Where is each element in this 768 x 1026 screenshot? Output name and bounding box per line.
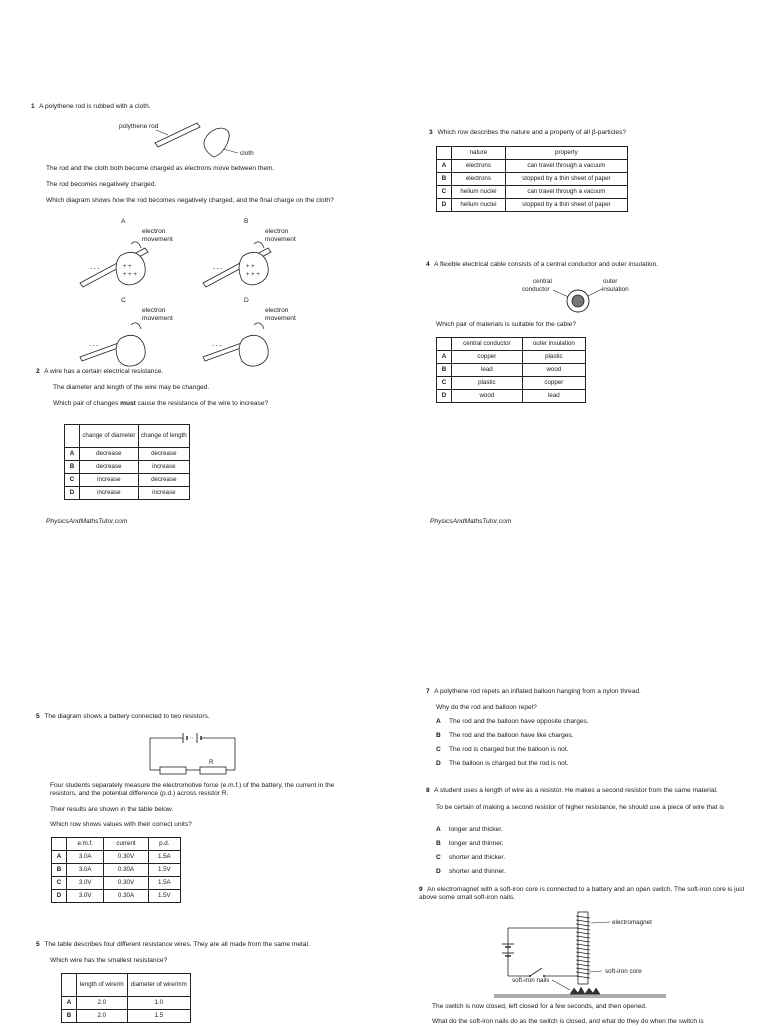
row-letter: D (65, 487, 80, 500)
row-letter: A (62, 997, 77, 1010)
question-number: 5 (36, 941, 40, 948)
option-text: longer and thinner. (449, 840, 504, 847)
row-letter: D (437, 390, 452, 403)
question-number: 3 (429, 129, 433, 136)
q8-stem (426, 787, 718, 795)
q1-question: Which diagram shows how the rod becomes negatively charged, and the final charge on the cloth? (46, 197, 334, 204)
table-cell: 0.30A (104, 864, 148, 877)
row-letter: A (437, 160, 452, 173)
column-header: central conductor (452, 338, 523, 351)
question-text: A wire has a certain electrical resistance. (44, 368, 164, 375)
table-cell: 2.0 (77, 997, 128, 1010)
row-letter: B (62, 1010, 77, 1023)
table-row[interactable] (65, 448, 190, 461)
question-number: 9 (419, 886, 423, 893)
svg-text:- - -: - - - (213, 266, 223, 272)
row-letter: B (437, 364, 452, 377)
q5-stem (36, 713, 210, 721)
table-row[interactable] (437, 351, 586, 364)
q7-question: Why do the rod and balloon repel? (436, 704, 537, 711)
outer-label-line1: outer (603, 278, 618, 285)
answer-option[interactable] (436, 826, 503, 834)
rod-cloth-d-icon (198, 317, 308, 372)
table-cell: increase (80, 487, 139, 500)
svg-text:- - -: - - - (89, 343, 99, 349)
q2-question (53, 400, 268, 408)
column-header: p.d. (148, 838, 180, 851)
question-text: The diagram shows a battery connected to two resistors. (44, 713, 210, 720)
q3-answer-table (436, 146, 628, 212)
option-letter: C (121, 297, 126, 304)
table-cell: decrease (138, 448, 189, 461)
table-cell: 1.5 (127, 1010, 190, 1023)
table-cell: 0.30A (104, 890, 148, 903)
answer-option[interactable] (436, 840, 504, 848)
question-text-part: cause the resistance of the wire to increase? (135, 400, 269, 407)
row-letter: B (65, 461, 80, 474)
option-letter: B (244, 218, 249, 225)
table-cell: wood (522, 364, 585, 377)
column-header: e.m.f. (67, 838, 104, 851)
column-header: nature (452, 147, 506, 160)
q3-stem (429, 129, 626, 137)
rod-cloth-c-icon (75, 317, 185, 372)
answer-option[interactable] (436, 854, 505, 862)
cable-cross-section-diagram (515, 274, 645, 319)
svg-text:- - -: - - - (212, 343, 222, 349)
q5-answer-table (51, 837, 181, 903)
q4-answer-table (436, 337, 586, 403)
svg-text:- - -: - - - (90, 266, 100, 272)
q1-line2: The rod becomes negatively charged. (46, 181, 157, 188)
table-cell: stopped by a thin sheet of paper (505, 173, 627, 186)
option-text: shorter and thicker. (449, 854, 506, 861)
row-letter: D (52, 890, 67, 903)
table-cell: 3.0V (67, 890, 104, 903)
q6-question: Which wire has the smallest resistance? (50, 957, 168, 964)
table-cell: decrease (80, 461, 139, 474)
rod-cloth-b-icon (198, 238, 308, 293)
table-cell: copper (452, 351, 523, 364)
q8-question: To be certain of making a second resistor of higher resistance, he should use a piece of wire that is (436, 804, 725, 811)
row-letter: A (52, 851, 67, 864)
q5-line1: Four students separately measure the electromotive force (e.m.f.) of the battery, the current in the resistors, and the potential difference (p.d.) across resistor R. (50, 782, 335, 798)
central-label-line1: central (533, 278, 552, 285)
table-row[interactable] (65, 474, 190, 487)
resistor-label: R (209, 759, 214, 766)
table-cell: plastic (452, 377, 523, 390)
option-text: The rod and the balloon have like charges. (449, 732, 574, 739)
option-letter: C (436, 746, 441, 753)
option-letter: A (436, 718, 441, 725)
table-cell: decrease (138, 474, 189, 487)
table-row[interactable] (52, 877, 181, 890)
svg-text:+ + +: + + + (246, 272, 260, 278)
table-cell: 1.5A (148, 877, 180, 890)
option-text: The rod is charged but the balloon is not. (449, 746, 569, 753)
table-cell: lead (452, 364, 523, 377)
q1-stem (31, 103, 151, 111)
q5-line2: Their results are shown in the table below. (50, 806, 174, 813)
question-number: 1 (31, 103, 35, 110)
table-row[interactable] (65, 461, 190, 474)
table-row[interactable] (52, 890, 181, 903)
table-cell: decrease (80, 448, 139, 461)
table-cell: can travel through a vacuum (505, 186, 627, 199)
table-cell: 3.0A (67, 864, 104, 877)
row-letter: C (52, 877, 67, 890)
q2-stem (36, 368, 163, 376)
table-cell: 2.0 (77, 1010, 128, 1023)
table-cell: can travel through a vacuum (505, 160, 627, 173)
table-cell: 3.0A (67, 851, 104, 864)
svg-text:+ +: + + (123, 264, 132, 270)
q2-line1: The diameter and length of the wire may be changed. (53, 384, 210, 391)
answer-option[interactable] (436, 732, 574, 740)
question-text: An electromagnet with a soft-iron core is connected to a battery and an open switch. The soft-iron core is just above some small soft-iron nails. (419, 886, 745, 902)
q7-stem (426, 688, 641, 696)
option-text: shorter and thinner. (449, 868, 506, 875)
rod-cloth-diagram (110, 115, 270, 160)
option-text: longer and thicker. (449, 826, 503, 833)
row-letter: C (437, 377, 452, 390)
electromagnet-label: electromagnet (612, 919, 652, 926)
question-text: A polythene rod is rubbed with a cloth. (39, 103, 151, 110)
answer-option[interactable] (436, 760, 569, 768)
table-cell: 3.0V (67, 877, 104, 890)
question-number: 2 (36, 368, 40, 375)
table-cell: 1.5A (148, 851, 180, 864)
electron-movement-label: electron movement (265, 228, 296, 244)
table-row[interactable] (437, 186, 628, 199)
footer-brand-right: PhysicsAndMathsTutor.com (430, 518, 512, 525)
soft-iron-nails-label: soft-iron nails (512, 977, 550, 984)
question-number: 7 (426, 688, 430, 695)
question-text: Which row describes the nature and a property of all β-particles? (437, 129, 627, 136)
electron-movement-label: electron movement (142, 228, 173, 244)
electron-movement-label: electron movement (142, 307, 173, 323)
table-cell: increase (80, 474, 139, 487)
row-letter: C (437, 186, 452, 199)
column-header: outer insulation (522, 338, 585, 351)
table-cell: 1.5V (148, 864, 180, 877)
option-letter: D (436, 760, 441, 767)
option-text: The rod and the balloon have opposite charges. (449, 718, 589, 725)
q2-answer-table (64, 424, 190, 500)
table-row[interactable] (52, 851, 181, 864)
table-row[interactable] (52, 864, 181, 877)
table-row[interactable] (62, 997, 191, 1010)
table-cell: helium nuclei (452, 186, 506, 199)
row-letter: A (65, 448, 80, 461)
table-row[interactable] (437, 364, 586, 377)
polythene-rod-label: polythene rod (119, 123, 159, 130)
table-cell: 0.30V (104, 851, 148, 864)
table-cell: electrons (452, 173, 506, 186)
table-cell: 1.0 (127, 997, 190, 1010)
option-letter: D (436, 868, 441, 875)
row-letter: B (52, 864, 67, 877)
column-header: change of diameter (80, 425, 139, 448)
q5-question: Which row shows values with their correct units? (50, 821, 192, 828)
column-header: change of length (138, 425, 189, 448)
table-cell: increase (138, 461, 189, 474)
option-letter: C (436, 854, 441, 861)
question-number: 4 (426, 261, 430, 268)
column-header: diameter of wire/mm (127, 974, 190, 997)
q9-line1: The switch is now closed, left closed for a few seconds, and then opened. (432, 1003, 647, 1010)
column-header: current (104, 838, 148, 851)
row-letter: D (437, 199, 452, 212)
rod-cloth-a-icon (75, 238, 185, 293)
q1-line1: The rod and the cloth both become charged as electrons move between them. (46, 165, 275, 172)
column-header: property (505, 147, 627, 160)
row-letter: C (65, 474, 80, 487)
answer-option[interactable] (436, 746, 569, 754)
central-label-line2: conductor (522, 286, 550, 293)
svg-text:+ +: + + (246, 264, 255, 270)
electromagnet-circuit-diagram (490, 908, 670, 998)
q6-stem (36, 941, 310, 949)
table-row[interactable] (437, 160, 628, 173)
table-row[interactable] (437, 173, 628, 186)
option-letter: B (436, 732, 441, 739)
q6-answer-table (61, 973, 191, 1023)
question-number: 5 (36, 713, 40, 720)
table-row[interactable] (62, 1010, 191, 1023)
question-emphasis: must (120, 400, 136, 407)
option-letter: A (121, 218, 126, 225)
table-cell: 1.5V (148, 890, 180, 903)
row-letter: B (437, 173, 452, 186)
table-cell: lead (522, 390, 585, 403)
electron-movement-label: electron movement (265, 307, 296, 323)
q4-stem (426, 261, 658, 269)
question-text-part: Which pair of changes (53, 400, 121, 407)
option-letter: D (244, 297, 249, 304)
cloth-label: cloth (240, 150, 254, 157)
table-cell: plastic (522, 351, 585, 364)
table-cell: copper (522, 377, 585, 390)
table-row[interactable] (437, 390, 586, 403)
table-row[interactable] (65, 487, 190, 500)
soft-iron-core-label: soft-iron core (605, 968, 642, 975)
table-row[interactable] (437, 199, 628, 212)
row-letter: A (437, 351, 452, 364)
footer-brand-left: PhysicsAndMathsTutor.com (46, 518, 128, 525)
question-text: A student uses a length of wire as a resistor. He makes a second resistor from the same material. (434, 787, 718, 794)
question-text: A flexible electrical cable consists of a central conductor and outer insulation. (434, 261, 659, 268)
svg-text:+ + +: + + + (123, 272, 137, 278)
table-row[interactable] (437, 377, 586, 390)
column-header: length of wire/m (77, 974, 128, 997)
option-letter: A (436, 826, 441, 833)
question-text: A polythene rod repels an inflated balloon hanging from a nylon thread. (434, 688, 641, 695)
answer-option[interactable] (436, 868, 506, 876)
outer-label-line2: insulation (602, 286, 629, 293)
answer-option[interactable] (436, 718, 589, 726)
q4-question: Which pair of materials is suitable for the cable? (436, 321, 576, 328)
table-cell: stopped by a thin sheet of paper (505, 199, 627, 212)
q9-line2: What do the soft-iron nails do as the switch is closed, and what do they do when the switch is (432, 1018, 704, 1025)
option-text: The balloon is charged but the rod is not. (449, 760, 569, 767)
table-cell: electrons (452, 160, 506, 173)
option-letter: B (436, 840, 441, 847)
table-cell: helium nuclei (452, 199, 506, 212)
battery-resistors-circuit-diagram (145, 728, 240, 776)
table-cell: increase (138, 487, 189, 500)
table-cell: 0.30V (104, 877, 148, 890)
q9-stem (419, 886, 764, 902)
table-cell: wood (452, 390, 523, 403)
question-text: The table describes four different resistance wires. They are all made from the same metal. (44, 941, 310, 948)
question-number: 8 (426, 787, 430, 794)
